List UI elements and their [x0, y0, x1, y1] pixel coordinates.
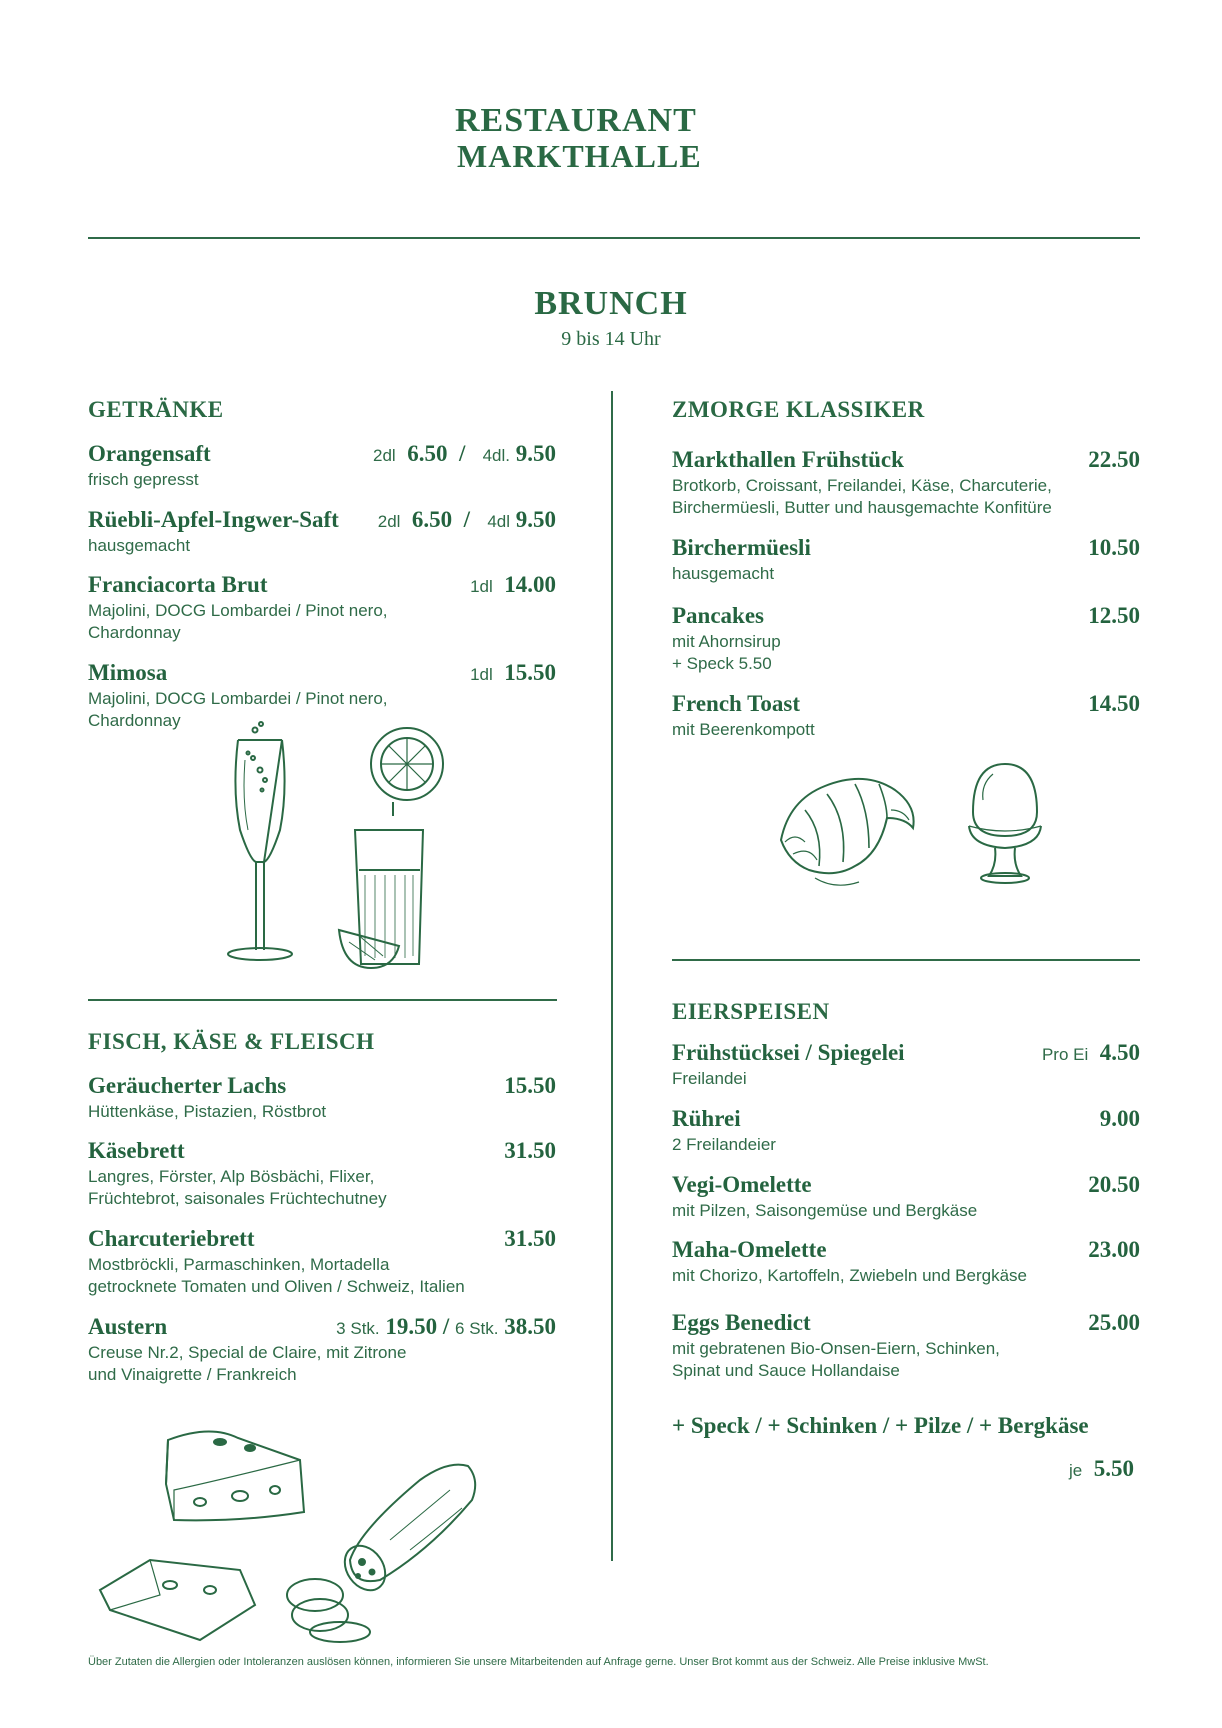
item-name: Franciacorta Brut	[88, 572, 268, 597]
item-price-value: 4.50	[1099, 1040, 1140, 1065]
item-name: Birchermüesli	[672, 535, 811, 560]
item-price-value: 9.50	[515, 441, 556, 466]
header-divider	[88, 237, 1140, 239]
croissant-illustration	[775, 770, 920, 895]
item-qty: 1dl	[470, 577, 493, 596]
logo-line-1: RESTAURANT	[455, 102, 697, 139]
item-price: 22.50	[1088, 447, 1140, 472]
item-price: 2dl 6.50 / 4dl 9.50	[377, 507, 556, 532]
item-name: Orangensaft	[88, 441, 211, 466]
item-name: Eggs Benedict	[672, 1310, 811, 1335]
item-qty: 6 Stk.	[455, 1319, 499, 1338]
item-desc: Spinat und Sauce Hollandaise	[672, 1361, 900, 1380]
item-desc: Majolini, DOCG Lombardei / Pinot nero,	[88, 601, 388, 620]
item-price: 14.50	[1088, 691, 1140, 716]
item-price: 23.00	[1088, 1237, 1140, 1262]
item-price-value: 9.50	[515, 507, 556, 532]
item-name: Maha-Omelette	[672, 1237, 827, 1262]
item-desc: Brotkorb, Croissant, Freilandei, Käse, Charcuterie,	[672, 476, 1052, 495]
column-divider	[611, 391, 613, 1561]
item-desc: 2 Freilandeier	[672, 1135, 776, 1154]
item-price	[470, 660, 556, 686]
item-price: 31.50	[504, 1226, 556, 1251]
champagne-glass-illustration	[220, 720, 300, 970]
item-desc: und Vinaigrette / Frankreich	[88, 1365, 297, 1384]
item-name: Mimosa	[88, 660, 168, 685]
section-divider	[88, 999, 557, 1001]
section-title-getraenke: GETRÄNKE	[88, 397, 224, 422]
extras-qty: je	[1069, 1461, 1083, 1480]
item-qty: 2dl	[377, 512, 401, 531]
item-desc: Birchermüesli, Butter und hausgemachte Konfitüre	[672, 498, 1052, 517]
item-desc: frisch gepresst	[88, 470, 199, 489]
item-price: 15.50	[504, 1073, 556, 1098]
item-name: Käsebrett	[88, 1138, 185, 1163]
item-desc: Freilandei	[672, 1069, 747, 1088]
item-desc: mit Chorizo, Kartoffeln, Zwiebeln und Bergkäse	[672, 1266, 1027, 1285]
item-price-value: 14.00	[504, 572, 556, 597]
section-title-eier: EIERSPEISEN	[672, 999, 830, 1024]
item-name: Rührei	[672, 1106, 741, 1131]
item-price: 12.50	[1088, 603, 1140, 628]
item-desc: mit Ahornsirup	[672, 632, 781, 651]
item-price: 3 Stk. 19.50 / 6 Stk. 38.50	[336, 1314, 556, 1339]
item-desc: Majolini, DOCG Lombardei / Pinot nero,	[88, 689, 388, 708]
item-desc: + Speck 5.50	[672, 654, 772, 673]
section-title-fisch: FISCH, KÄSE & FLEISCH	[88, 1029, 375, 1054]
extras-line: + Speck / + Schinken / + Pilze / + Bergkäse	[672, 1413, 1089, 1438]
item-price: 25.00	[1088, 1310, 1140, 1335]
item-desc: Langres, Förster, Alp Bösbächi, Flixer,	[88, 1167, 375, 1186]
orange-juice-illustration	[335, 720, 445, 970]
item-desc: hausgemacht	[672, 564, 775, 583]
item-desc: Mostbröckli, Parmaschinken, Mortadella	[88, 1255, 390, 1274]
item-price	[470, 572, 556, 598]
item-desc: getrocknete Tomaten und Oliven / Schweiz, Italien	[88, 1277, 465, 1296]
item-desc: mit gebratenen Bio-Onsen-Eiern, Schinken,	[672, 1339, 1000, 1358]
section-title-zmorge: ZMORGE KLASSIKER	[672, 397, 925, 422]
item-name: Frühstücksei / Spiegelei	[672, 1040, 905, 1065]
item-qty: Pro Ei	[1041, 1045, 1089, 1064]
item-price: 10.50	[1088, 535, 1140, 560]
extras-price	[1069, 1456, 1134, 1482]
item-price-value: 6.50	[407, 441, 448, 466]
item-name: Rüebli-Apfel-Ingwer-Saft	[88, 507, 339, 532]
item-desc: Chardonnay	[88, 623, 181, 642]
item-price-value: 6.50	[411, 507, 453, 532]
item-price: 31.50	[504, 1138, 556, 1163]
item-name: Vegi-Omelette	[672, 1172, 812, 1197]
item-price-value: 38.50	[504, 1314, 556, 1339]
item-price-value: 19.50	[385, 1314, 438, 1339]
item-price: 2dl 6.50 / 4dl. 9.50	[373, 441, 556, 466]
item-desc: Hüttenkäse, Pistazien, Röstbrot	[88, 1102, 327, 1121]
item-qty: 4dl	[487, 512, 510, 531]
item-desc: Früchtebrot, saisonales Früchtechutney	[88, 1189, 387, 1208]
item-desc: Chardonnay	[88, 711, 181, 730]
item-name: Geräucherter Lachs	[88, 1073, 287, 1098]
item-qty: 1dl	[470, 665, 493, 684]
menu-title: BRUNCH	[534, 285, 688, 322]
item-desc: mit Pilzen, Saisongemüse und Bergkäse	[672, 1201, 978, 1220]
item-qty: 2dl	[373, 446, 396, 465]
logo-line-2: MARKTHALLE	[457, 138, 702, 174]
item-qty: 4dl.	[482, 446, 510, 465]
item-price-value: 15.50	[504, 660, 556, 685]
item-desc: hausgemacht	[88, 536, 191, 555]
item-name: Markthallen Frühstück	[672, 447, 904, 472]
item-desc: mit Beerenkompott	[672, 720, 815, 739]
item-name: Charcuteriebrett	[88, 1226, 255, 1251]
egg-cup-illustration	[965, 760, 1045, 890]
footer-note: Über Zutaten die Allergien oder Intoleranzen auslösen können, informieren Sie unsere Mitarbeitenden auf Anfrage gerne. Unser Brot kommt aus der Schweiz. Alle Preise inklusive MwSt.	[88, 1656, 989, 1668]
item-price: 9.00	[1099, 1106, 1140, 1131]
section-divider	[672, 959, 1140, 961]
item-name: Pancakes	[672, 603, 764, 628]
item-price: 20.50	[1088, 1172, 1140, 1197]
item-desc: Creuse Nr.2, Special de Claire, mit Zitrone	[88, 1343, 407, 1362]
menu-hours: 9 bis 14 Uhr	[561, 328, 661, 350]
item-name: French Toast	[672, 691, 801, 716]
extras-price-value: 5.50	[1093, 1456, 1134, 1481]
cheese-salami-illustration	[90, 1420, 490, 1640]
item-qty: 3 Stk.	[336, 1319, 380, 1338]
item-price	[1042, 1040, 1140, 1066]
item-name: Austern	[88, 1314, 168, 1339]
restaurant-logo	[455, 98, 775, 178]
